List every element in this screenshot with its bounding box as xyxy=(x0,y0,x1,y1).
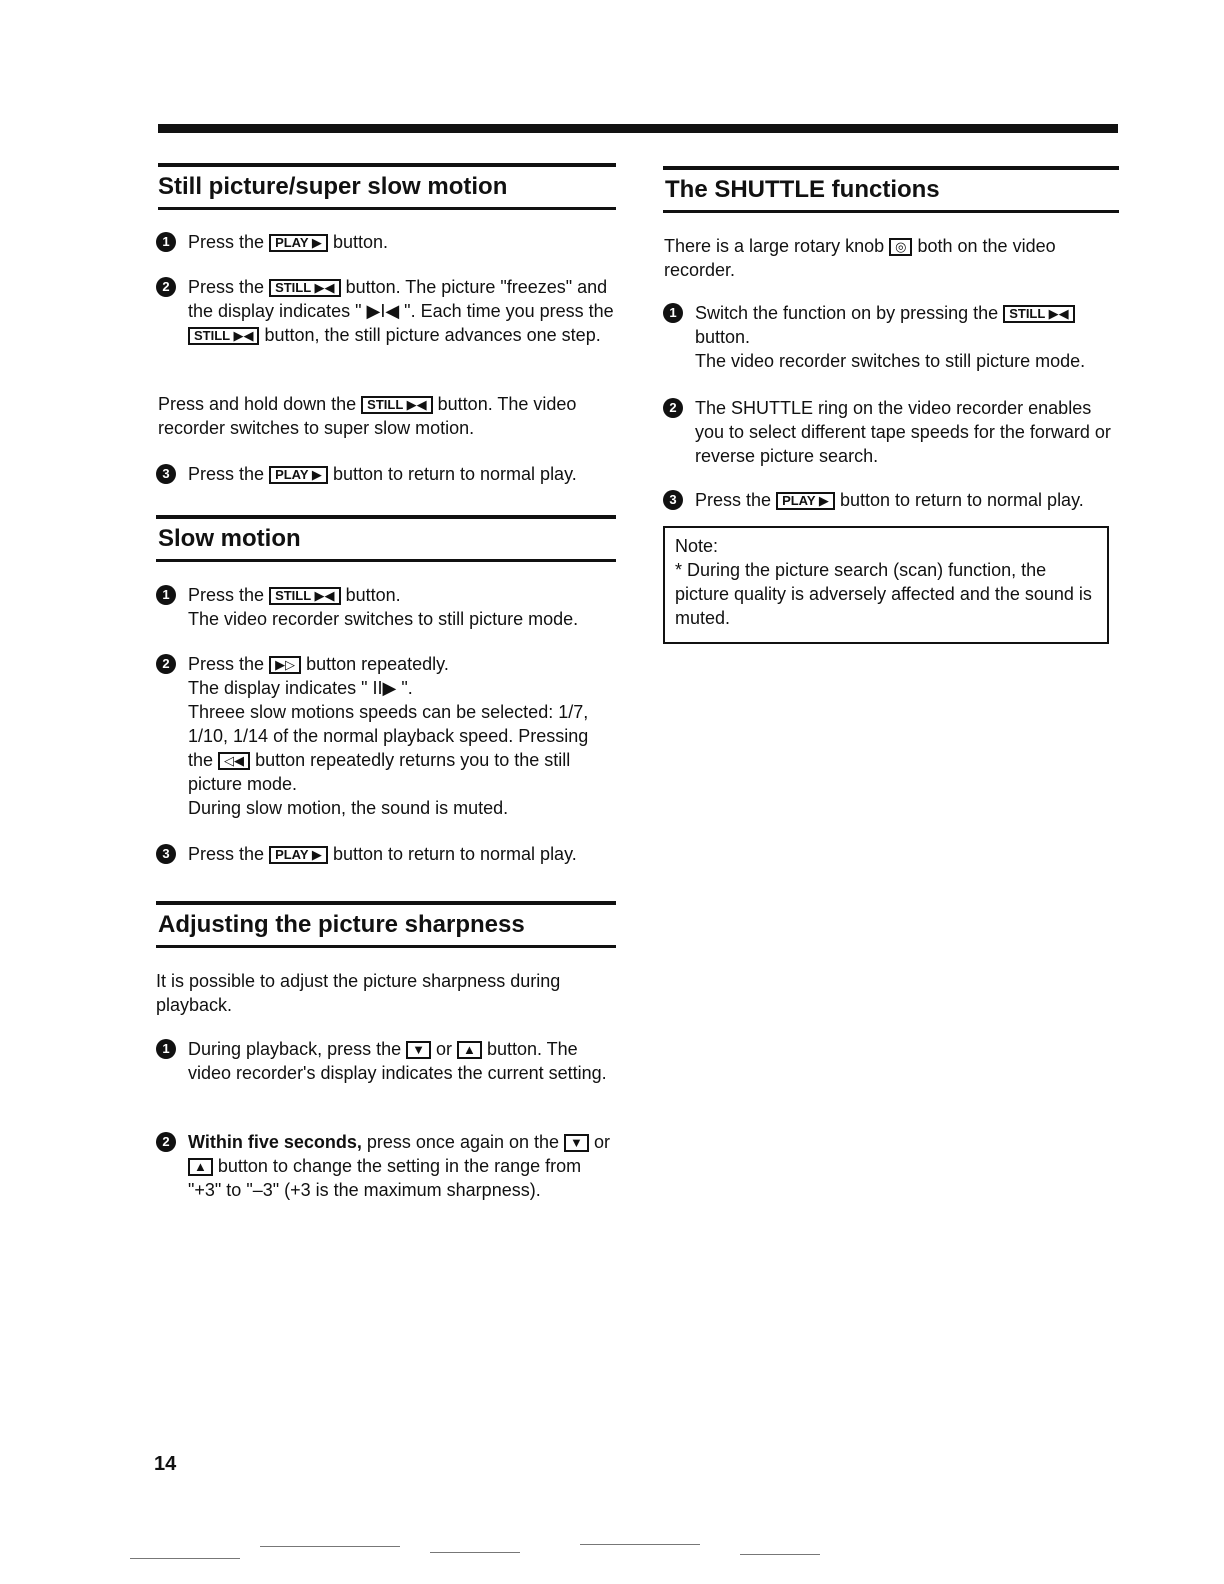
step-text: button, the still picture advances one step. xyxy=(264,325,601,345)
step-slow-2 xyxy=(156,652,616,820)
step-shuttle-2 xyxy=(663,396,1119,468)
step-text: The display indicates " II▶ ". xyxy=(188,678,413,698)
para-text: There is a large rotary knob xyxy=(664,236,885,256)
step-slow-1 xyxy=(156,583,616,631)
step-text: Press the xyxy=(188,232,265,252)
step-text: During slow motion, the sound is muted. xyxy=(188,798,509,818)
section-still-picture xyxy=(156,163,616,210)
step-shuttle-1 xyxy=(663,301,1119,373)
step-sharp-1 xyxy=(156,1037,616,1085)
step-text: button. The picture "freezes" and the display indicates " ▶I◀ ". Each time you press the xyxy=(188,277,614,321)
step-text: or xyxy=(436,1039,453,1059)
step-number-2: 2 xyxy=(156,1132,176,1152)
section-title-still: Still picture/super slow motion xyxy=(158,173,508,200)
step-sharp-2 xyxy=(156,1130,616,1202)
still-key: STILL ▶◀ xyxy=(1003,305,1074,323)
section-shuttle xyxy=(663,166,1119,213)
section-title-shuttle: The SHUTTLE functions xyxy=(665,176,940,203)
step-text: button repeatedly returns you to the still picture mode. xyxy=(188,750,571,794)
play-key: PLAY ▶ xyxy=(776,492,835,510)
step-text: button. xyxy=(695,327,751,347)
step-text: Press the xyxy=(188,654,265,674)
step-number-1: 1 xyxy=(156,585,176,605)
step-text: button. The video recorder's display indicates the current setting. xyxy=(188,1039,607,1083)
still-key: STILL ▶◀ xyxy=(269,587,340,605)
note-box xyxy=(663,526,1109,644)
play-key: PLAY ▶ xyxy=(269,846,328,864)
step-text: Press the xyxy=(188,844,265,864)
play-key: PLAY ▶ xyxy=(269,234,328,252)
section-title-slow: Slow motion xyxy=(158,525,301,552)
play-key: PLAY ▶ xyxy=(269,466,328,484)
step-text: Switch the function on by pressing the xyxy=(695,303,999,323)
paragraph-press-hold xyxy=(156,392,616,440)
step-text: Press the xyxy=(188,277,265,297)
step-text: button to return to normal play. xyxy=(332,844,577,864)
note-label: Note: xyxy=(675,536,719,556)
note-text: * During the picture search (scan) function, the picture quality is adversely affected and the sound is muted. xyxy=(675,560,1092,628)
step-still-2 xyxy=(156,275,616,347)
section-title-sharpness: Adjusting the picture sharpness xyxy=(158,911,525,938)
section-rule-bottom xyxy=(158,207,616,210)
paragraph-shuttle-intro xyxy=(663,234,1119,282)
still-key: STILL ▶◀ xyxy=(269,279,340,297)
down-key: ▼ xyxy=(406,1041,431,1059)
section-rule-bottom xyxy=(156,559,616,562)
step-text: or xyxy=(593,1132,610,1152)
step-still-1 xyxy=(156,230,616,254)
shuttle-knob-key: ◎ xyxy=(889,238,912,256)
slow-key: ▶▷ xyxy=(269,656,301,674)
paragraph-sharpness-intro xyxy=(156,969,616,1017)
step-number-1: 1 xyxy=(156,232,176,252)
right-column xyxy=(663,0,1119,700)
step-text: button to return to normal play. xyxy=(839,490,1084,510)
para-text: button. The video recorder switches to super slow motion. xyxy=(158,394,577,438)
step-text: The video recorder switches to still picture mode. xyxy=(188,609,579,629)
section-slow-motion xyxy=(156,515,616,562)
step-still-3 xyxy=(156,462,616,486)
reverse-slow-key: ◁◀ xyxy=(218,752,250,770)
step-number-3: 3 xyxy=(663,490,683,510)
step-text: button repeatedly. xyxy=(306,654,449,674)
left-column xyxy=(156,0,616,1300)
page-number: 14 xyxy=(154,1453,177,1475)
step-number-3: 3 xyxy=(156,844,176,864)
still-key: STILL ▶◀ xyxy=(361,396,432,414)
step-text: During playback, press the xyxy=(188,1039,402,1059)
down-key: ▼ xyxy=(564,1134,589,1152)
step-bold-text: Within five seconds, xyxy=(188,1132,362,1152)
step-number-2: 2 xyxy=(156,277,176,297)
step-text: Press the xyxy=(695,490,772,510)
step-text: button. xyxy=(332,232,388,252)
step-text: The SHUTTLE ring on the video recorder enables you to select different tape speeds for the forward or reverse picture search. xyxy=(695,398,1111,466)
scan-noise-footer xyxy=(100,1538,1020,1568)
step-slow-3 xyxy=(156,842,616,866)
up-key: ▲ xyxy=(188,1158,213,1176)
section-rule-bottom xyxy=(663,210,1119,213)
para-text: both on the video recorder. xyxy=(664,236,1056,280)
step-text: press once again on the xyxy=(366,1132,560,1152)
step-text: Press the xyxy=(188,585,265,605)
step-text: The video recorder switches to still picture mode. xyxy=(695,351,1086,371)
up-key: ▲ xyxy=(457,1041,482,1059)
step-text: button to change the setting in the range from "+3" to "–3" (+3 is the maximum sharpness). xyxy=(188,1156,582,1200)
section-rule-bottom xyxy=(156,945,616,948)
step-text: Press the xyxy=(188,464,265,484)
step-number-3: 3 xyxy=(156,464,176,484)
still-key: STILL ▶◀ xyxy=(188,327,259,345)
para-text: It is possible to adjust the picture sharpness during playback. xyxy=(156,971,561,1015)
step-number-1: 1 xyxy=(663,303,683,323)
step-number-1: 1 xyxy=(156,1039,176,1059)
para-text: Press and hold down the xyxy=(158,394,357,414)
step-text: Threee slow motions speeds can be selected: 1/7, 1/10, 1/14 of the normal playback speed. Pressing the xyxy=(188,702,589,770)
step-number-2: 2 xyxy=(156,654,176,674)
section-sharpness xyxy=(156,901,616,948)
step-shuttle-3 xyxy=(663,488,1119,512)
step-text: button. xyxy=(345,585,401,605)
step-text: button to return to normal play. xyxy=(332,464,577,484)
step-number-2: 2 xyxy=(663,398,683,418)
